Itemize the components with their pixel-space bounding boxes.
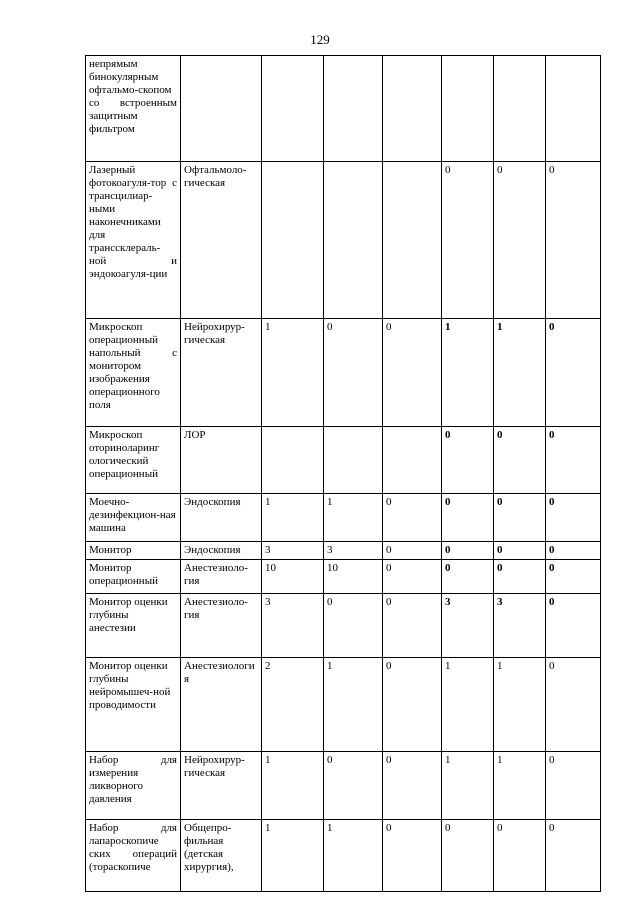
cell-equipment-name: Микроскоп оториноларинг ологический операционный [86,427,181,494]
cell-profile: Эндоскопия [181,494,262,542]
table-row [86,820,601,892]
cell-equipment-name: непрямым бинокулярным офтальмо-скопом со встроенным защитным фильтром [86,56,181,162]
cell-value-3: 0 [383,494,442,542]
cell-value-1: 1 [262,319,324,427]
cell-profile: ЛОР [181,427,262,494]
cell-value-6: 0 [546,427,601,494]
cell-value-4: 0 [442,542,494,560]
cell-value-6: 0 [546,658,601,752]
cell-value-3: 0 [383,560,442,594]
table-row [86,658,601,752]
cell-value-3: 0 [383,752,442,820]
cell-value-3: 0 [383,319,442,427]
cell-equipment-name: Лазерный фотокоагуля-тор с трансцилиар-ными наконечниками для транссклераль-ной и эндокоагуля-ции [86,162,181,319]
cell-value-5: 0 [494,542,546,560]
cell-equipment-name: Монитор [86,542,181,560]
cell-value-5: 0 [494,494,546,542]
cell-equipment-name: Монитор операционный [86,560,181,594]
cell-value-6: 0 [546,820,601,892]
cell-value-1: 10 [262,560,324,594]
cell-value-3 [383,162,442,319]
cell-profile: Нейрохирур-гическая [181,752,262,820]
equipment-table [85,55,601,892]
cell-profile: Анестезиология [181,658,262,752]
cell-value-2 [324,56,383,162]
cell-profile: Анестезиоло-гия [181,594,262,658]
cell-value-3: 0 [383,594,442,658]
cell-value-2: 1 [324,494,383,542]
cell-value-4: 0 [442,820,494,892]
cell-equipment-name: Набор для измерения ликворного давления [86,752,181,820]
equipment-table-container [85,55,600,892]
cell-equipment-name: Моечно-дезинфекцион-ная машина [86,494,181,542]
table-row [86,56,601,162]
cell-value-6: 0 [546,319,601,427]
cell-value-3: 0 [383,658,442,752]
cell-value-5: 0 [494,820,546,892]
table-body [86,56,601,892]
cell-value-4: 1 [442,752,494,820]
cell-value-6: 0 [546,494,601,542]
cell-profile: Нейрохирур-гическая [181,319,262,427]
table-row [86,752,601,820]
table-row [86,542,601,560]
cell-value-1: 1 [262,752,324,820]
cell-value-2: 0 [324,319,383,427]
cell-value-5: 1 [494,319,546,427]
cell-value-1: 1 [262,494,324,542]
cell-value-4: 1 [442,319,494,427]
cell-value-5: 1 [494,752,546,820]
cell-value-6: 0 [546,162,601,319]
cell-value-6: 0 [546,560,601,594]
table-row [86,560,601,594]
cell-value-2 [324,162,383,319]
cell-value-4: 3 [442,594,494,658]
cell-equipment-name: Монитор оценки глубины нейромышеч-ной проводимости [86,658,181,752]
cell-value-4: 0 [442,494,494,542]
cell-value-4: 1 [442,658,494,752]
cell-value-1 [262,56,324,162]
cell-value-3 [383,427,442,494]
cell-value-4: 0 [442,427,494,494]
table-row [86,494,601,542]
cell-value-6: 0 [546,542,601,560]
cell-value-2 [324,427,383,494]
cell-value-2: 3 [324,542,383,560]
cell-value-6 [546,56,601,162]
cell-value-5: 1 [494,658,546,752]
cell-equipment-name: Микроскоп операционный напольный с монитором изображения операционного поля [86,319,181,427]
cell-value-2: 1 [324,820,383,892]
cell-profile: Общепро-фильная (детская хирургия), [181,820,262,892]
page-number: 129 [310,32,330,47]
table-row [86,594,601,658]
cell-value-4: 0 [442,162,494,319]
cell-value-1: 1 [262,820,324,892]
cell-value-5 [494,56,546,162]
cell-profile: Эндоскопия [181,542,262,560]
table-row [86,427,601,494]
cell-equipment-name: Набор для лапароскопиче ских операций (тораскопиче [86,820,181,892]
cell-value-3 [383,56,442,162]
cell-value-4 [442,56,494,162]
cell-value-1: 2 [262,658,324,752]
cell-value-5: 0 [494,162,546,319]
cell-value-5: 0 [494,560,546,594]
cell-value-3: 0 [383,542,442,560]
cell-value-2: 0 [324,752,383,820]
cell-value-6: 0 [546,752,601,820]
cell-value-2: 0 [324,594,383,658]
cell-equipment-name: Монитор оценки глубины анестезии [86,594,181,658]
cell-value-5: 0 [494,427,546,494]
cell-value-3: 0 [383,820,442,892]
cell-value-1 [262,162,324,319]
cell-value-6: 0 [546,594,601,658]
table-row [86,319,601,427]
cell-profile [181,56,262,162]
cell-value-1: 3 [262,542,324,560]
cell-value-5: 3 [494,594,546,658]
cell-profile: Офтальмоло-гическая [181,162,262,319]
table-row [86,162,601,319]
cell-value-2: 10 [324,560,383,594]
cell-value-1: 3 [262,594,324,658]
cell-value-1 [262,427,324,494]
cell-value-4: 0 [442,560,494,594]
cell-profile: Анестезиоло-гия [181,560,262,594]
cell-value-2: 1 [324,658,383,752]
